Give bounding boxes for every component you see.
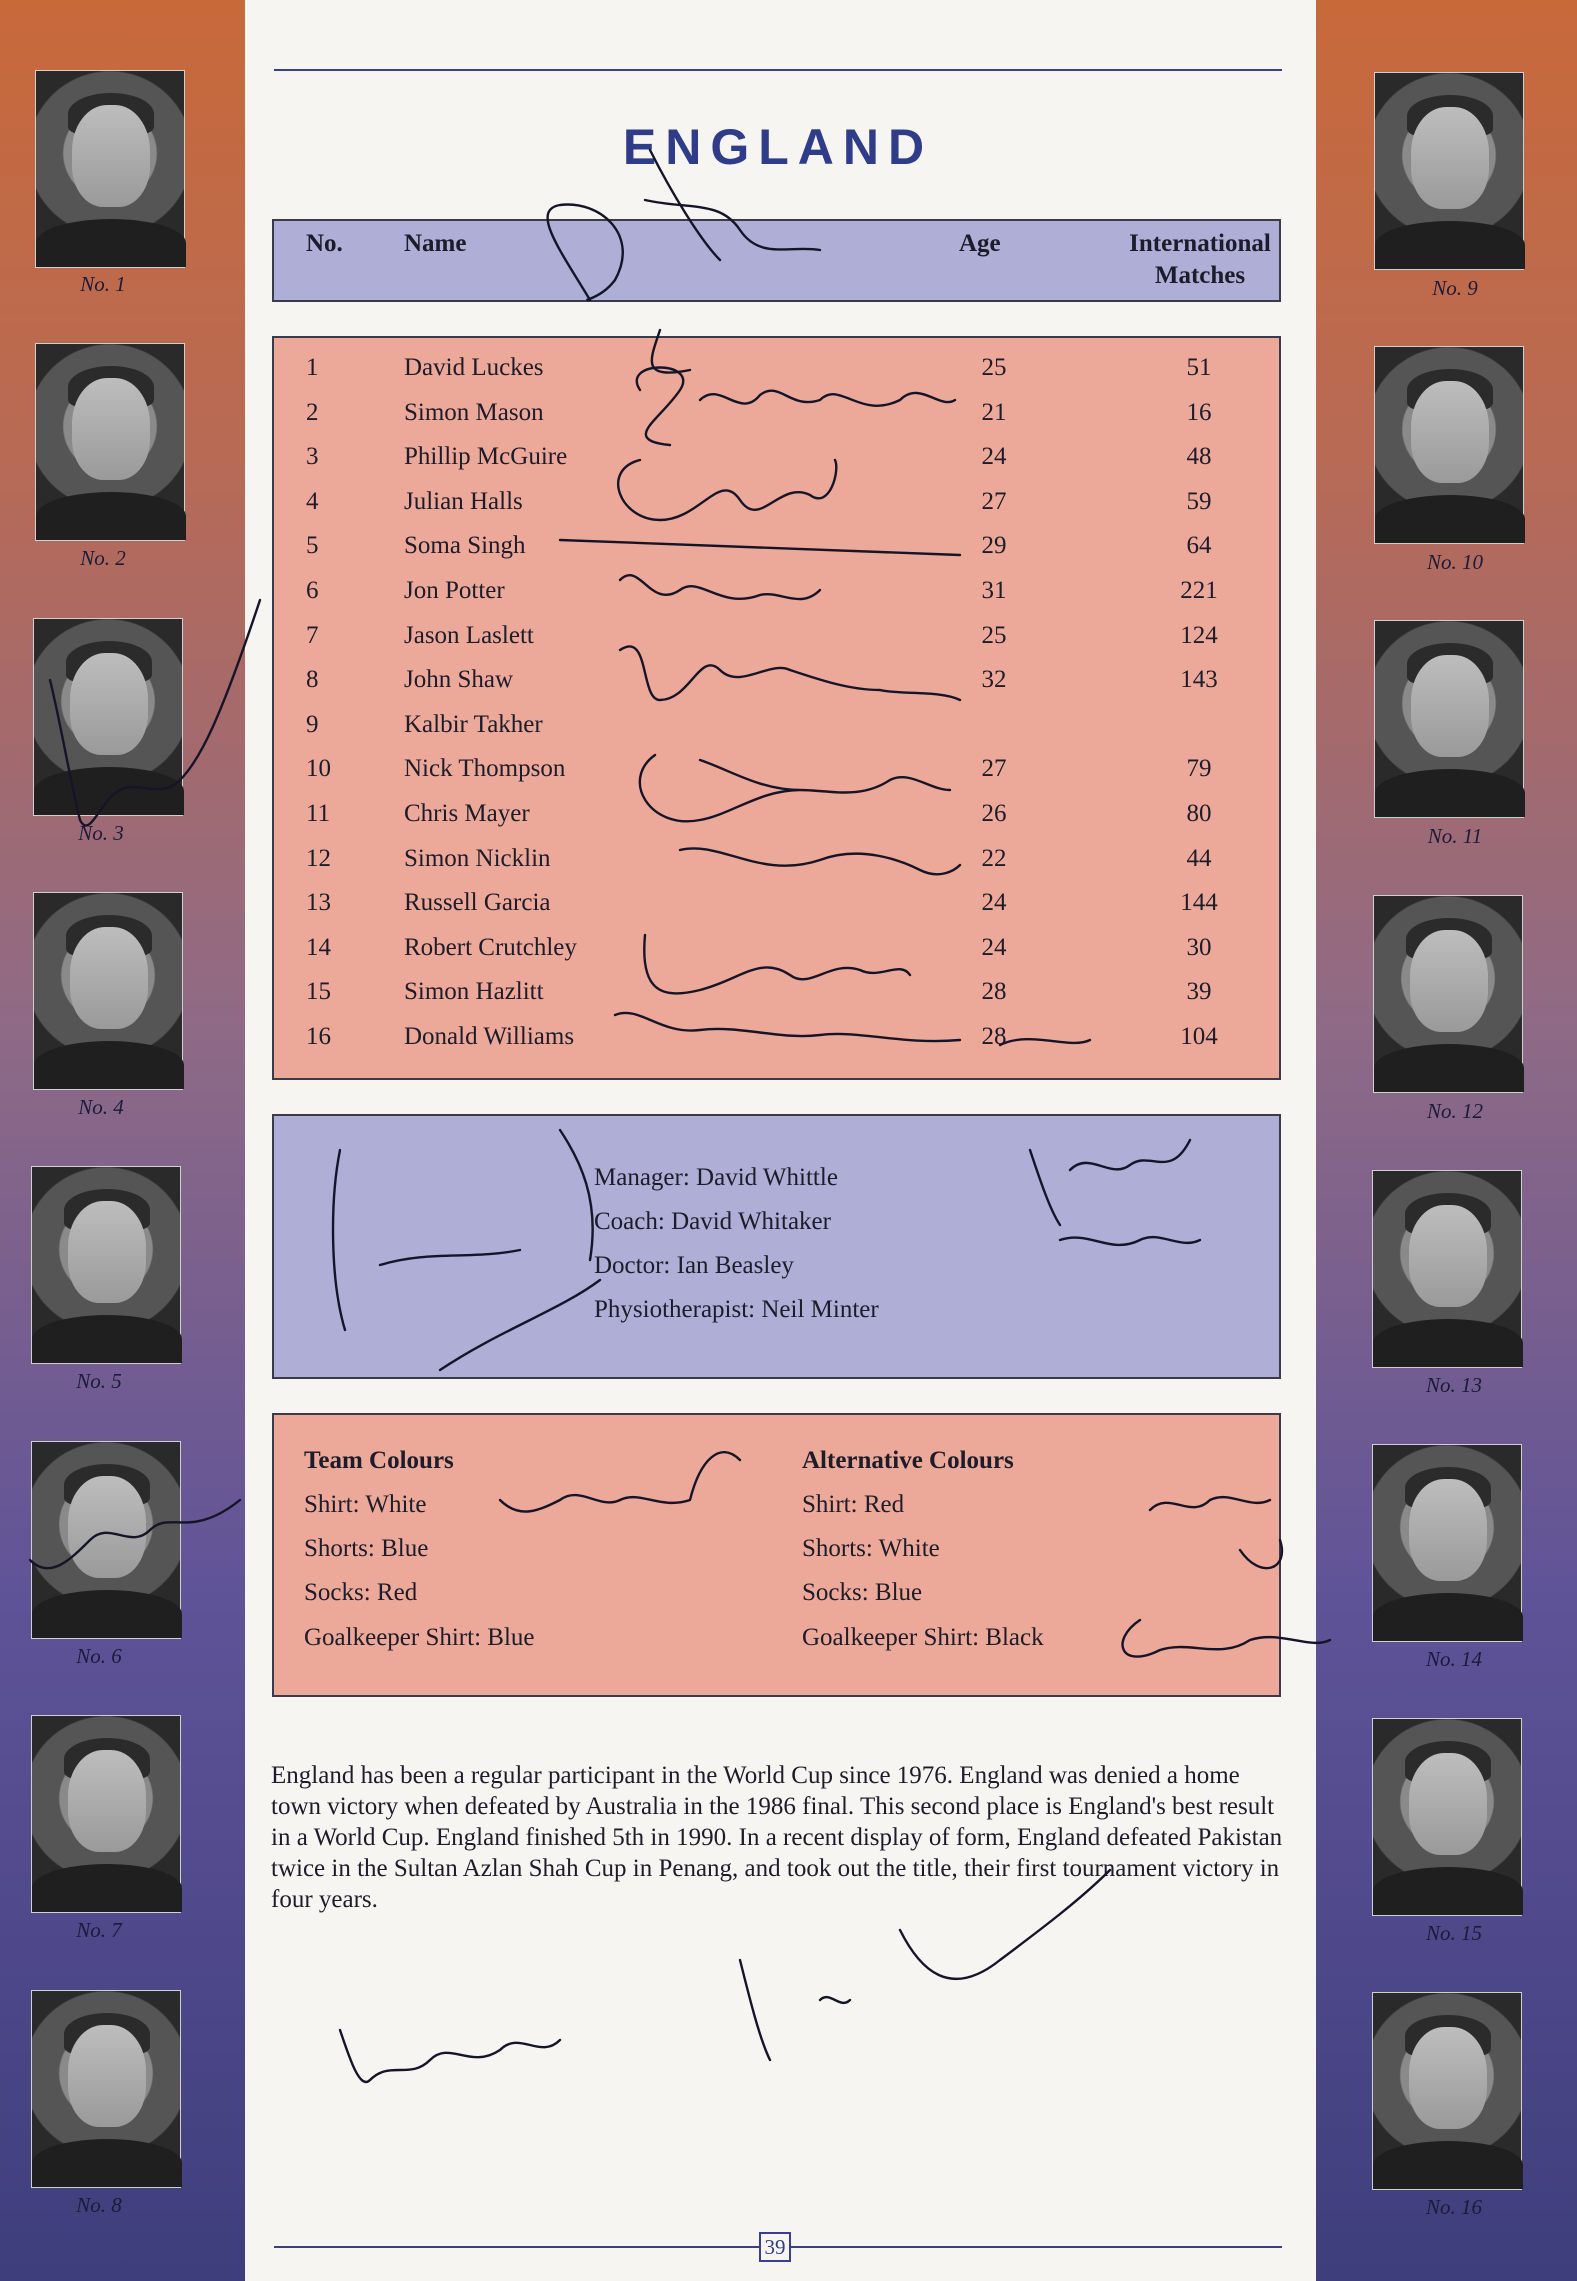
player-age: 27 [981,487,1007,515]
player-photo-12 [1373,895,1523,1093]
colours-box [272,1413,1281,1697]
photo-caption: No. 5 [76,1369,122,1393]
player-number: 9 [306,710,319,738]
player-photo-15 [1372,1718,1522,1916]
player-photo-13 [1372,1170,1522,1368]
player-name: Donald Williams [404,1023,575,1050]
player-matches: 80 [1186,800,1212,827]
photo-caption: No. 3 [78,821,124,845]
photo-caption: No. 1 [80,272,126,296]
alt-shorts: Shorts: White [802,1535,940,1562]
table-row [274,443,1279,487]
page-title: ENGLAND [622,119,934,175]
team-gk-shirt: Goalkeeper Shirt: Blue [304,1624,535,1651]
alt-colours-heading: Alternative Colours [802,1447,1014,1474]
player-photo-2 [35,343,185,541]
doctor-line: Doctor: Ian Beasley [594,1252,794,1279]
alt-socks: Socks: Blue [802,1579,923,1606]
player-photo-5 [31,1166,181,1364]
photo-caption: No. 4 [78,1095,124,1119]
player-matches: 59 [1186,487,1212,515]
team-shirt: Shirt: White [304,1491,427,1518]
player-age: 28 [981,978,1007,1006]
player-photo-7 [31,1715,181,1913]
player-matches: 64 [1186,532,1212,560]
player-number: 8 [306,666,319,694]
table-header [272,219,1281,302]
page-number: 39 [759,2232,791,2262]
signature [340,2030,560,2082]
player-matches: 221 [1180,577,1218,604]
player-name: Phillip McGuire [404,443,568,471]
coach-line: Coach: David Whitaker [594,1208,831,1235]
photo-caption: No. 7 [76,1918,122,1942]
player-name: Julian Halls [404,487,523,515]
photo-caption: No. 6 [76,1644,122,1668]
player-matches: 48 [1186,443,1212,471]
player-number: 14 [306,933,331,961]
history-paragraph: England has been a regular participant in the World Cup since 1976. England was denied a home town victory when defeated by Australia in the 1986 final. This second place is England's best result in a World Cup. England finished 5th in 1990. In a recent display of form, England defeated Pakistan twice in the Sultan Azlan Shah Cup in Penang, and took out the title, their first tournament victory in four years. [271,1762,1283,1913]
photo-caption: No. 14 [1425,1647,1482,1671]
table-row [274,354,1279,398]
player-age: 24 [981,889,1007,917]
player-number: 10 [306,755,331,783]
player-number: 7 [306,621,319,649]
player-number: 5 [306,532,319,560]
table-row [274,399,1279,443]
player-number: 16 [306,1023,331,1050]
player-number: 1 [306,354,319,381]
alt-shirt: Shirt: Red [802,1491,905,1518]
table-row [274,488,1279,532]
player-name: Kalbir Takher [404,710,543,738]
header-no: No. [306,230,343,257]
table-row [274,934,1279,978]
player-photo-9 [1374,72,1524,270]
player-age: 32 [981,666,1007,694]
player-matches: 39 [1186,978,1212,1006]
top-rule [274,69,1282,71]
header-age: Age [959,230,1001,257]
player-age: 21 [981,398,1007,426]
photo-caption: No. 16 [1425,2195,1482,2219]
table-row [274,845,1279,889]
player-age: 27 [981,755,1007,783]
player-name: Russell Garcia [404,889,551,917]
player-age: 24 [981,933,1007,961]
staff-box [272,1114,1281,1379]
player-number: 4 [306,487,319,515]
player-name: Simon Mason [404,398,544,426]
table-row [274,800,1279,844]
photo-caption: No. 10 [1426,550,1483,574]
player-matches: 44 [1186,844,1212,872]
player-photo-10 [1374,346,1524,544]
player-matches: 143 [1180,666,1218,694]
table-row [274,666,1279,710]
team-socks: Socks: Red [304,1579,418,1606]
team-shorts: Shorts: Blue [304,1535,429,1562]
table-row [274,755,1279,799]
player-name: Jason Laslett [404,621,534,649]
player-age: 26 [981,800,1007,827]
player-name: Jon Potter [404,577,505,604]
photo-caption: No. 11 [1427,824,1483,848]
player-photo-11 [1374,620,1524,818]
player-number: 15 [306,978,331,1006]
player-matches: 16 [1186,398,1212,426]
player-number: 11 [306,800,331,827]
table-row [274,889,1279,933]
player-photo-6 [31,1441,181,1639]
player-photo-8 [31,1990,181,2188]
table-row [274,711,1279,755]
table-row [274,577,1279,621]
player-matches: 51 [1186,354,1212,381]
player-name: Simon Hazlitt [404,978,544,1006]
player-photo-16 [1372,1992,1522,2190]
header-matches: International [1129,230,1271,257]
player-photo-14 [1372,1444,1522,1642]
player-photo-4 [33,892,183,1090]
photo-caption: No. 2 [80,546,126,570]
table-row [274,532,1279,576]
player-number: 3 [306,443,319,471]
player-age: 25 [981,621,1007,649]
player-age: 29 [981,532,1007,560]
manager-line: Manager: David Whittle [594,1164,838,1191]
player-age: 24 [981,443,1007,471]
photo-caption: No. 13 [1425,1373,1482,1397]
player-age: 25 [981,354,1007,381]
player-number: 2 [306,398,319,426]
player-photo-1 [35,70,185,268]
photo-caption: No. 15 [1425,1921,1482,1945]
player-name: Simon Nicklin [404,844,551,872]
player-name: Robert Crutchley [404,933,577,961]
player-name: Chris Mayer [404,800,530,827]
player-name: Soma Singh [404,532,526,560]
team-colours-heading: Team Colours [304,1447,454,1474]
photo-caption: No. 9 [1432,276,1478,300]
player-matches: 79 [1186,755,1212,783]
roster-table [272,336,1281,1080]
table-row [274,978,1279,1022]
player-age: 31 [981,577,1007,604]
player-number: 6 [306,577,319,604]
physio-line: Physiotherapist: Neil Minter [594,1296,879,1323]
alt-gk-shirt: Goalkeeper Shirt: Black [802,1624,1044,1651]
table-row [274,622,1279,666]
player-name: John Shaw [404,666,514,694]
player-photo-3 [33,618,183,816]
photo-caption: No. 12 [1426,1099,1483,1123]
player-name: David Luckes [404,354,544,381]
player-age: 28 [981,1023,1007,1050]
player-number: 12 [306,844,331,872]
player-matches: 124 [1180,621,1218,649]
player-matches: 144 [1180,889,1218,917]
player-matches: 30 [1186,933,1212,961]
header-matches-line2: Matches [1154,262,1246,289]
table-row [274,1023,1279,1067]
player-name: Nick Thompson [404,755,566,783]
player-number: 13 [306,889,331,917]
player-matches: 104 [1180,1023,1218,1050]
header-name: Name [404,230,467,257]
player-age: 22 [981,844,1007,872]
photo-caption: No. 8 [76,2193,122,2217]
